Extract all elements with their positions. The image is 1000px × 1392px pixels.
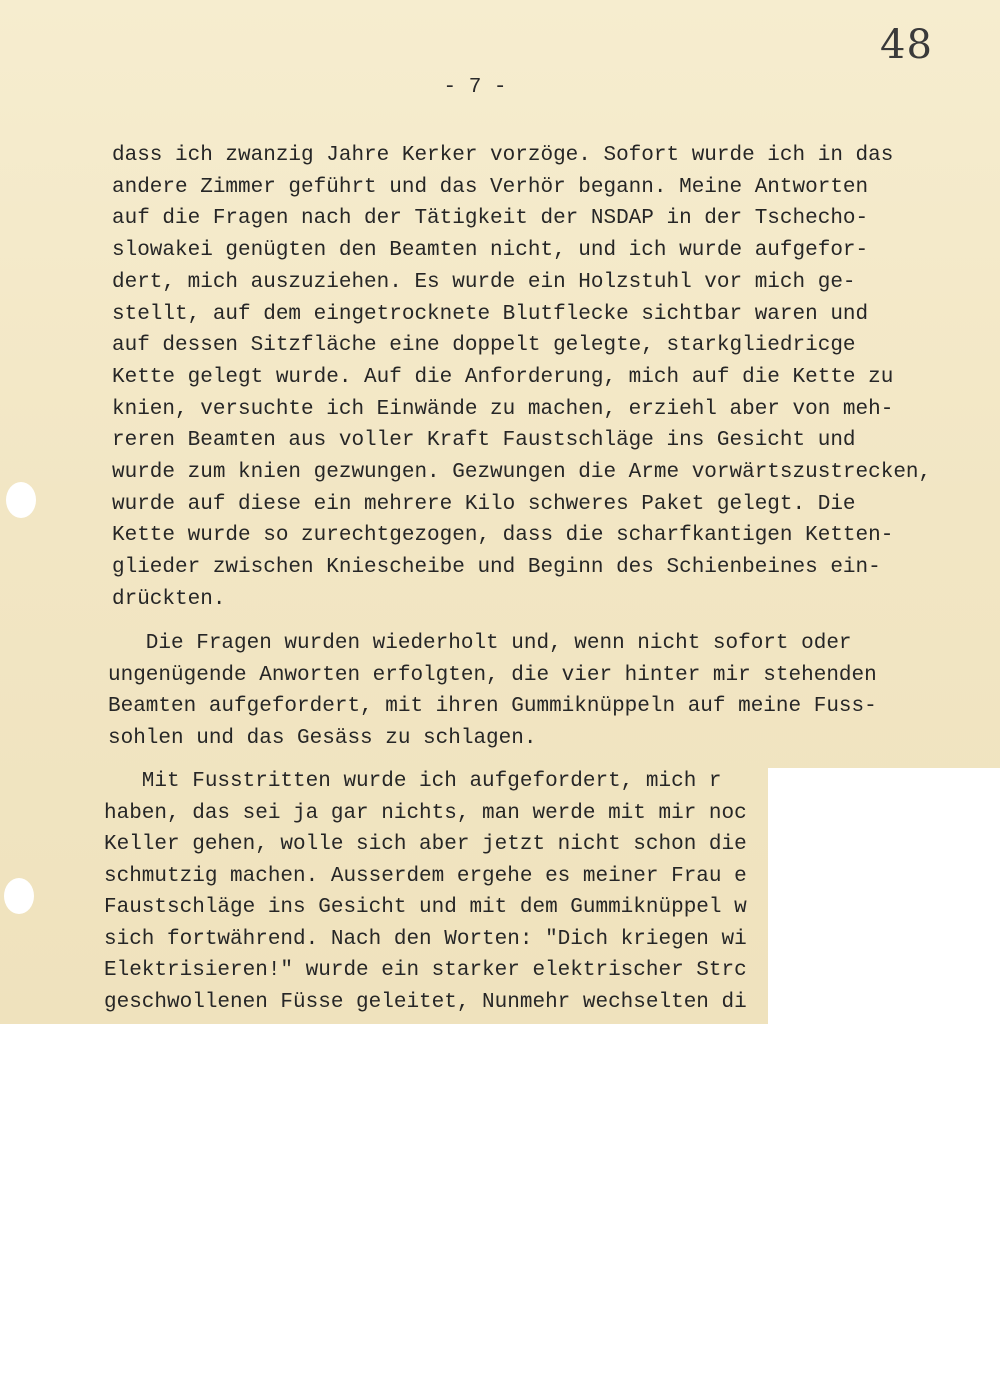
- text-line: Mit Fusstritten wurde ich aufgefordert, mich r: [104, 770, 722, 793]
- text-line: sich fortwährend. Nach den Worten: "Dich kriegen wi: [104, 927, 747, 951]
- text-line: knien, versuchte ich Einwände zu machen, erziehl aber von meh-: [112, 397, 894, 421]
- text-line: drückten.: [112, 587, 226, 611]
- text-line: reren Beamten aus voller Kraft Faustschläge ins Gesicht und: [112, 429, 856, 453]
- blank-cropped-area: [768, 768, 1000, 1024]
- text-line: dert, mich auszuziehen. Es wurde ein Holzstuhl vor mich ge-: [112, 270, 856, 294]
- text-line: Beamten aufgefordert, mit ihren Gummiknüppeln auf meine Fuss-: [108, 695, 877, 719]
- text-line: wurde zum knien gezwungen. Gezwungen die Arme vorwärtszustrecken,: [112, 461, 932, 485]
- text-line: glieder zwischen Kniescheibe und Beginn des Schienbeines ein-: [112, 556, 881, 580]
- text-line: schmutzig machen. Ausserdem ergehe es meiner Frau e: [104, 864, 747, 888]
- text-line: Elektrisieren!" wurde ein starker elektrischer Strc: [104, 959, 747, 982]
- text-line: auf die Fragen nach der Tätigkeit der NSDAP in der Tschecho-: [112, 207, 869, 231]
- text-line: geschwollenen Füsse geleitet, Nunmehr wechselten di: [104, 990, 747, 1014]
- text-line: andere Zimmer geführt und das Verhör begann. Meine Antworten: [112, 175, 869, 199]
- text-line: auf dessen Sitzfläche eine doppelt gelegte, starkgliedricge: [112, 334, 856, 358]
- handwritten-folio-number: 48: [880, 22, 933, 68]
- text-line: Faustschläge ins Gesicht und mit dem Gummiknüppel w: [104, 896, 747, 919]
- text-line: Die Fragen wurden wiederholt und, wenn nicht sofort oder: [108, 632, 852, 655]
- text-line: Kette wurde so zurechtgezogen, dass die scharfkantigen Ketten-: [112, 524, 894, 548]
- text-line: sohlen und das Gesäss zu schlagen.: [108, 727, 537, 751]
- text-line: dass ich zwanzig Jahre Kerker vorzöge. Sofort wurde ich in das: [112, 144, 894, 167]
- text-line: wurde auf diese ein mehrere Kilo schweres Paket gelegt. Die: [112, 492, 856, 516]
- text-line: Keller gehen, wolle sich aber jetzt nicht schon die: [104, 833, 747, 856]
- text-line: haben, das sei ja gar nichts, man werde mit mir noc: [104, 801, 747, 825]
- text-line: Kette gelegt wurde. Auf die Anforderung, mich auf die Kette zu: [112, 365, 894, 389]
- paragraph-2: [108, 628, 877, 755]
- paragraph-3-cropped: [104, 766, 768, 1018]
- punch-hole-bottom: [4, 878, 34, 914]
- text-line: stellt, auf dem eingetrocknete Blutflecke sichtbar waren und: [112, 302, 869, 326]
- page-number: - 7 -: [443, 76, 507, 99]
- text-line: ungenügende Anworten erfolgten, die vier hinter mir stehenden: [108, 663, 877, 687]
- paragraph-1: [112, 140, 931, 616]
- punch-hole-top: [6, 482, 36, 518]
- text-line: slowakei genügten den Beamten nicht, und ich wurde aufgefor-: [112, 239, 869, 263]
